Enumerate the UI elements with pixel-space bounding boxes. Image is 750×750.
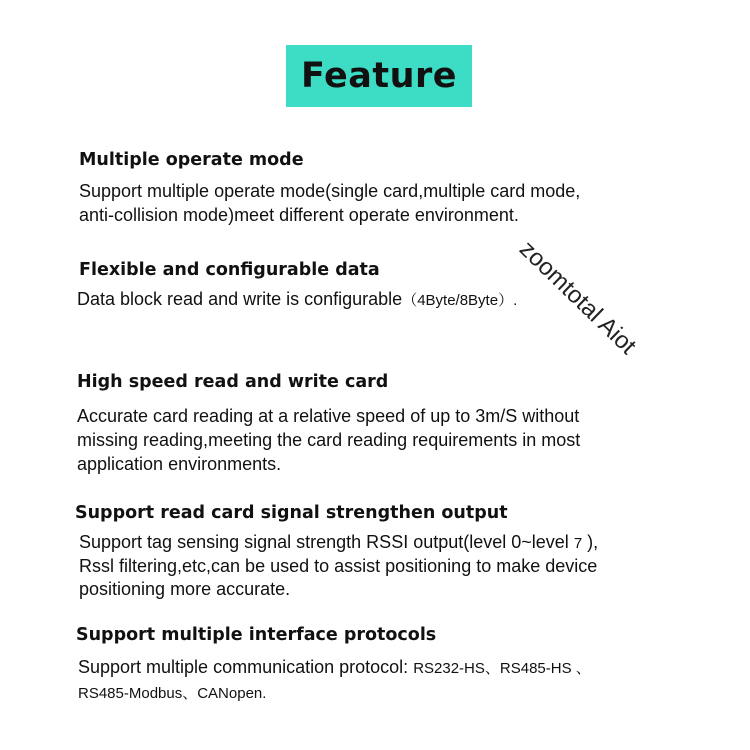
section-text-line [77,287,517,313]
section-text-line [79,530,598,556]
section-heading-operate-mode: Multiple operate mode [79,150,304,170]
config-text: Data block read and write is configurable [77,289,403,309]
section-text-line [78,655,591,681]
section-text-line: Rssl filtering,etc,can be used to assist positioning to make device [79,556,598,576]
section-heading-high-speed: High speed read and write card [77,372,389,392]
section-text-line: application environments. [77,454,282,474]
byte-size-note: （4Byte/8Byte）. [402,292,518,309]
protocol-list: RS232-HS、RS485-HS 、 [413,660,591,677]
rssi-level-max: 7 [573,535,583,552]
page-title: Feature [301,56,457,96]
section-text-line: Accurate card reading at a relative speed of up to 3m/S without [77,406,580,426]
section-text-line: RS485-Modbus、CANopen. [78,685,267,702]
section-heading-signal-strength: Support read card signal strengthen output [75,503,508,523]
feature-title-box [286,45,472,107]
section-text-line: anti-collision mode)meet different operate environment. [79,205,519,225]
section-text-line: missing reading,meeting the card reading requirements in most [77,430,581,450]
section-text-line: Support multiple operate mode(single card,multiple card mode, [79,181,581,201]
rssi-text-end: ), [587,532,599,552]
section-text-line: positioning more accurate. [79,579,291,599]
protocol-intro: Support multiple communication protocol: [78,657,409,677]
rssi-text: Support tag sensing signal strength RSSI output(level 0~level [79,532,569,552]
watermark: zoomtotal Aiot [514,235,642,360]
section-heading-interface-protocols: Support multiple interface protocols [76,625,437,645]
section-heading-configurable-data: Flexible and configurable data [79,260,380,280]
